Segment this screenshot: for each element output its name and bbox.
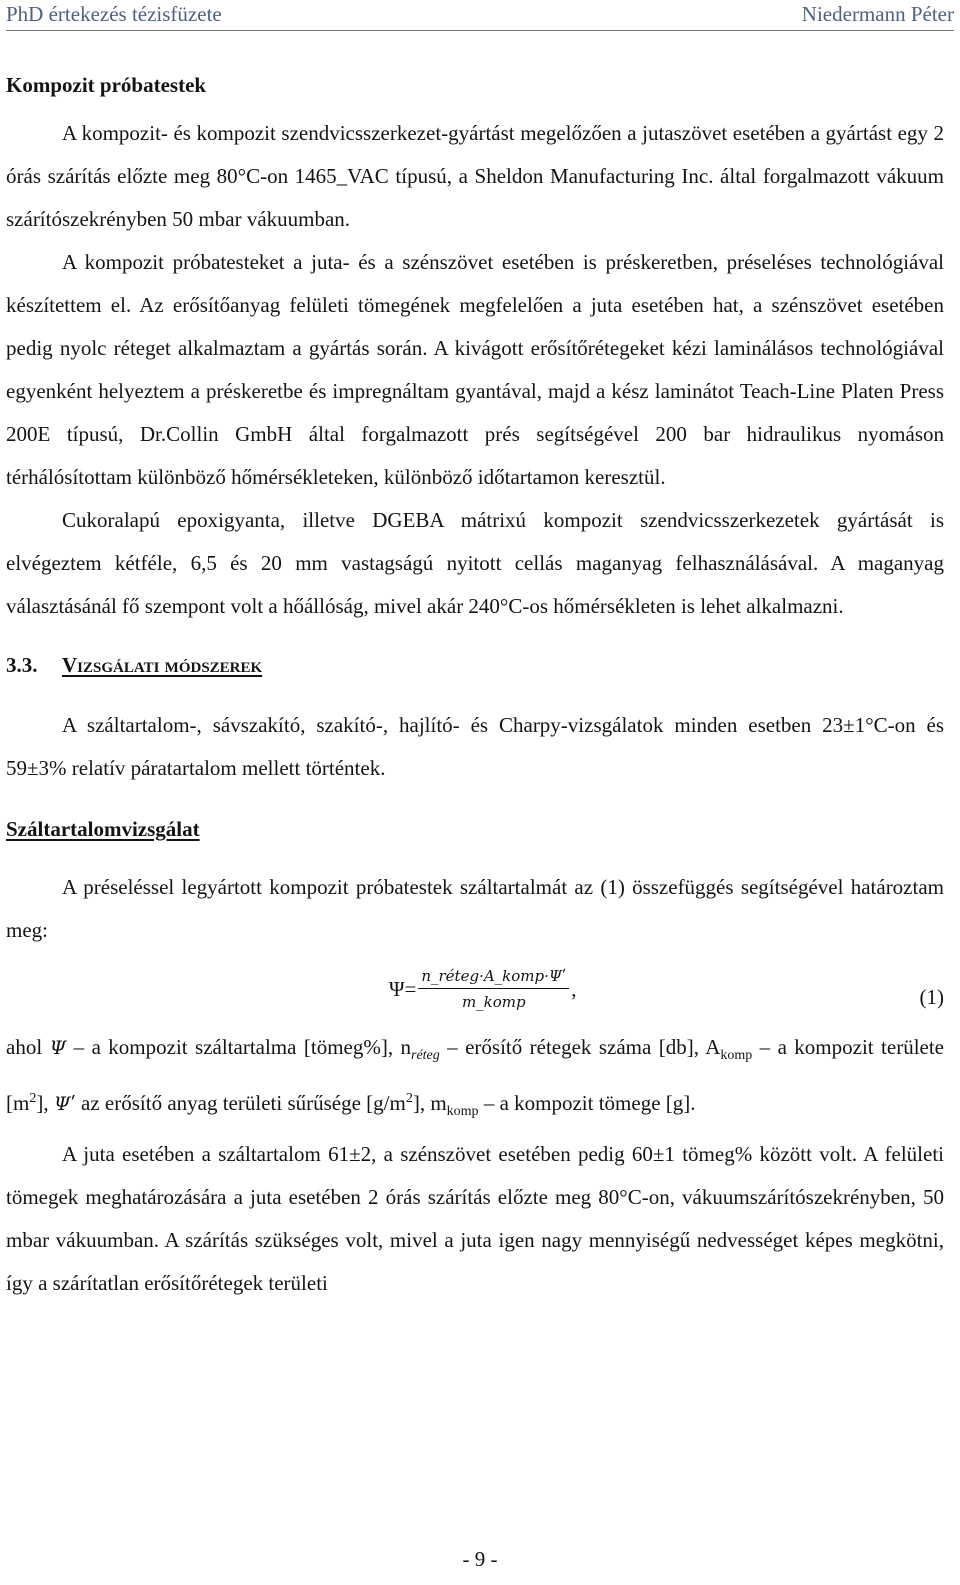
- def-text-4: ],: [36, 1091, 54, 1116]
- page-body: [6, 70, 944, 1305]
- heading-szaltartalom: Száltartalomvizsgálat: [6, 817, 200, 841]
- def-psi: Ψ: [49, 1037, 67, 1059]
- page-number: - 9 -: [462, 1547, 498, 1571]
- equation-body: [389, 956, 576, 1022]
- def-sub-reteg: réteg: [411, 1048, 440, 1064]
- def-psi-prime: Ψʹ: [53, 1093, 76, 1116]
- heading-kompozit-probatestek: Kompozit próbatestek: [6, 73, 207, 97]
- equation-trail: ,: [571, 976, 577, 1001]
- paragraph-sandwich: Cukoralapú epoxigyanta, illetve DGEBA mátrixú kompozit szendvicsszerkezetek gyártását is elvégeztem kétféle, 6,5 és 20 mm vastagságú nyitott cellás maganyag felhasználásával. A maganyag választásánál fő szempont volt a hőállóság, mivel akár 240°C-os hőmérsékleten is lehet alkalmazni.: [6, 508, 944, 618]
- section-number: 3.3.: [6, 653, 38, 677]
- header-title: PhD értekezés tézisfüzete: [6, 2, 222, 26]
- def-sup-1: 2: [29, 1091, 37, 1107]
- def-ahol: ahol: [6, 1035, 43, 1059]
- def-text-7: – a kompozit tömege [g].: [478, 1091, 696, 1116]
- def-text-1: – a kompozit száltartalma [tömeg%], n: [66, 1035, 411, 1059]
- equation-denominator: m_komp: [461, 993, 526, 1011]
- section-title: Vizsgálati módszerek: [62, 653, 263, 677]
- equation-lhs: Ψ=: [389, 976, 417, 1001]
- equation-1: [6, 956, 944, 1026]
- page-header: [6, 0, 954, 31]
- def-text-6: ], m: [412, 1091, 447, 1116]
- def-sub-komp: komp: [720, 1048, 753, 1064]
- header-author: Niedermann Péter: [801, 2, 954, 26]
- equation-numerator: n_réteg·A_komp·Ψʹ: [418, 966, 569, 989]
- paragraph-definitions: [6, 1026, 944, 1133]
- section-heading-methods: [6, 650, 944, 680]
- equation-fraction: [418, 966, 569, 1012]
- paragraph-test-conditions: A száltartalom-, sávszakító, szakító-, hajlító- és Charpy-vizsgálatok minden esetben 23±1°C-on és 59±3% relatív páratartalom mellett történtek.: [6, 713, 944, 780]
- def-text-3: – a kompozit területe [m: [6, 1035, 944, 1116]
- def-text-2: – erősítő rétegek száma [db], A: [439, 1035, 721, 1059]
- paragraph-drying: A kompozit- és kompozit szendvicsszerkezet-gyártást megelőzően a jutaszövet esetében a gyártást egy 2 órás szárítás előzte meg 80°C-on 1465_VAC típusú, a Sheldon Manufacturing Inc. által forgalmazott vákuum szárítószekrényben 50 mbar vákuumban.: [6, 121, 944, 231]
- def-sub-mkomp: komp: [446, 1104, 479, 1120]
- def-sup-2: 2: [405, 1091, 413, 1107]
- def-text-5: az erősítő anyag területi sűrűsége [g/m: [75, 1091, 406, 1116]
- paragraph-pressing: A kompozit próbatesteket a juta- és a szénszövet esetében is préskeretben, préseléses technológiával készítettem el. Az erősítőanyag felületi tömegének megfelelően a juta esetében hat, a szénszövet esetében pedig nyolc réteget alkalmaztam a gyártás során. A kivágott erősítőrétegeket kézi laminálásos technológiával egyenként helyeztem a préskeretbe és impregnáltam gyantával, majd a kész laminátot Teach-Line Platen Press 200E típusú, Dr.Collin GmbH által forgalmazott prés segítségével 200 bar hidraulikus nyomáson térhálósítottam különböző hőmérsékleteken, különböző időtartamon keresztül.: [6, 250, 944, 489]
- paragraph-fiber-result: A juta esetében a száltartalom 61±2, a szénszövet esetében pedig 60±1 tömeg% között volt. A felületi tömegek meghatározására a juta esetében 2 órás szárítás előzte meg 80°C-on, vákuumszárítószekrényben, 50 mbar vákuumban. A szárítás szükséges volt, mivel a juta igen nagy mennyiségű nedvességet képes megkötni, így a szárítatlan erősítőrétegek területi: [6, 1142, 944, 1296]
- paragraph-fiber-intro: A préseléssel legyártott kompozit próbatestek száltartalmát az (1) összefüggés segítségével határoztam meg:: [6, 875, 944, 942]
- equation-number: (1): [919, 985, 944, 1009]
